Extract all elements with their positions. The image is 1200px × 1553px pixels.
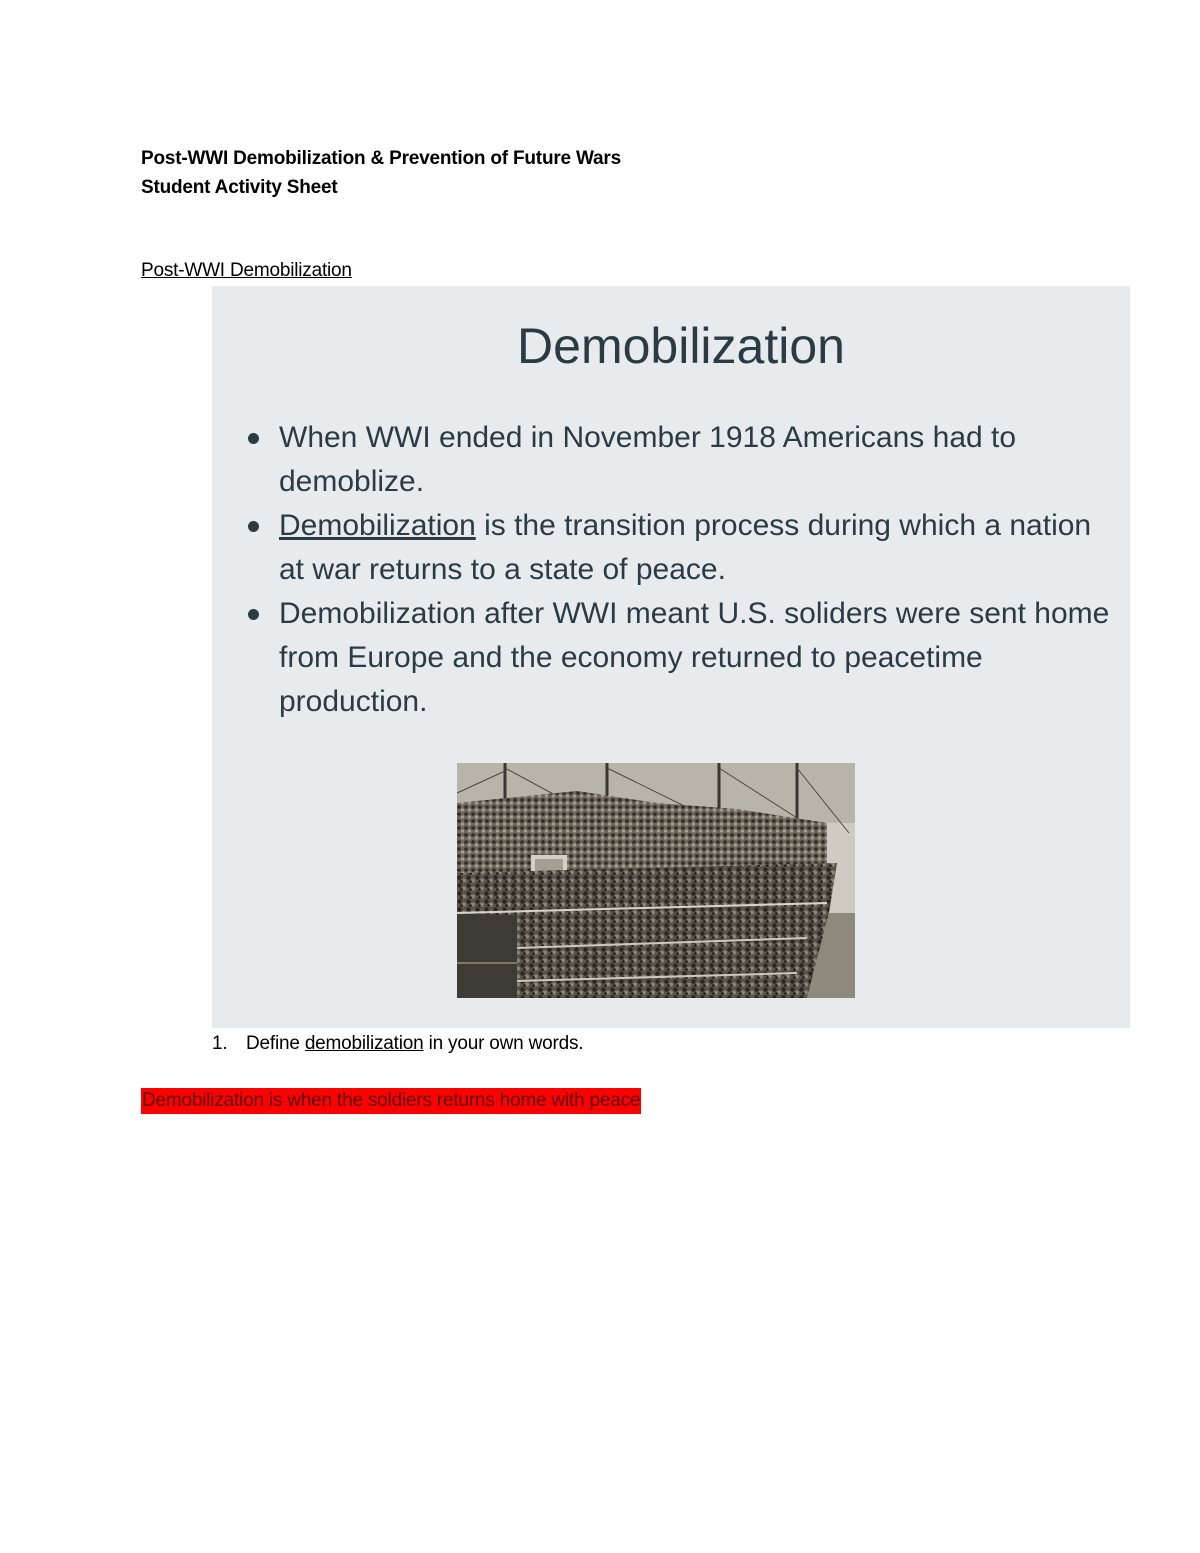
section-heading: Post-WWI Demobilization xyxy=(141,260,352,281)
question-suffix: in your own words. xyxy=(423,1033,584,1054)
bullet-icon xyxy=(248,433,259,444)
slide-bullet xyxy=(244,416,1114,504)
slide-bullet-list xyxy=(244,416,1114,724)
bullet-icon xyxy=(248,521,259,532)
question-number: 1. xyxy=(212,1033,228,1054)
bullet-icon xyxy=(248,609,259,620)
question-1 xyxy=(212,1031,583,1057)
slide-bullet xyxy=(244,592,1114,724)
slide-bullet-text: Demobilization after WWI meant U.S. soliders were sent home from Europe and the economy returned to peacetime production. xyxy=(279,597,1110,718)
slide-bullet-text: When WWI ended in November 1918 Americans had to demoblize. xyxy=(279,421,1017,498)
title-line-1: Post-WWI Demobilization & Prevention of Future Wars xyxy=(141,148,621,169)
slide-image xyxy=(212,286,1130,1028)
ship-with-soldiers-photo xyxy=(457,763,855,998)
document-title xyxy=(141,144,621,202)
slide-bullet-text: is the transition process during which a nation at war returns to a state of peace. xyxy=(279,509,1092,586)
question-prefix: Define xyxy=(246,1033,305,1054)
title-line-2: Student Activity Sheet xyxy=(141,177,338,198)
answer-highlighted-text[interactable]: Demobilization is when the soldiers returns home with peace xyxy=(141,1088,641,1114)
slide-bullet xyxy=(244,504,1114,592)
question-term: demobilization xyxy=(304,1033,424,1054)
slide-title: Demobilization xyxy=(517,318,845,374)
slide-bullet-term: Demobilization xyxy=(279,509,476,542)
ship-photo-graphic xyxy=(457,763,855,998)
